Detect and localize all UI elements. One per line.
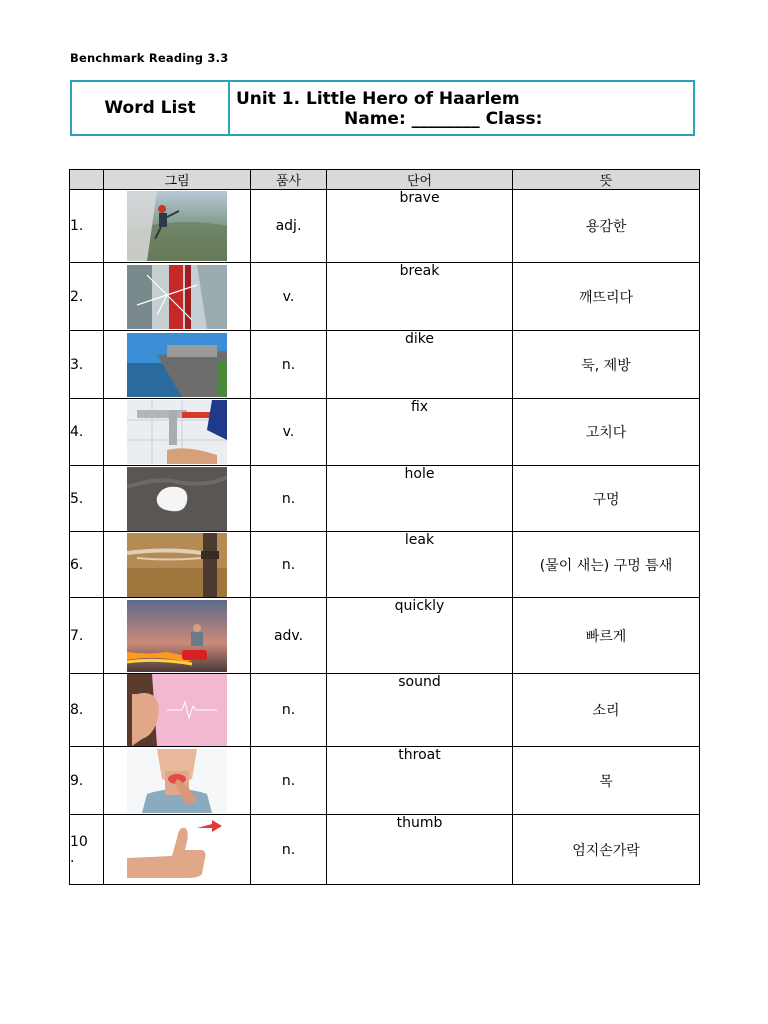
vocabulary-word: sound [327,674,513,747]
picture-cell [104,674,251,747]
broken-glass-image [127,265,227,329]
picture-cell [104,466,251,532]
table-row [70,190,700,263]
table-row [70,466,700,532]
part-of-speech: n. [251,815,327,885]
header-info [230,82,693,134]
vocabulary-word: break [327,263,513,331]
row-number: 8. [70,674,104,747]
word-meaning: 고치다 [513,399,700,466]
word-meaning: 구멍 [513,466,700,532]
word-meaning: 빠르게 [513,598,700,674]
word-meaning: 소리 [513,674,700,747]
column-header-number [70,170,104,190]
vocabulary-word: leak [327,532,513,598]
column-header-picture: 그림 [104,170,251,190]
sore-throat-image [127,749,227,813]
dike-image [127,333,227,397]
column-header-word: 단어 [327,170,513,190]
table-row [70,532,700,598]
table-row [70,263,700,331]
hole-image [127,467,227,531]
row-number: 10 . [70,815,104,885]
pipe-wrench-image [127,400,227,464]
word-meaning: 둑, 제방 [513,331,700,399]
column-header-part-of-speech: 품사 [251,170,327,190]
word-meaning: 깨뜨리다 [513,263,700,331]
column-header-meaning: 뜻 [513,170,700,190]
word-table [69,169,700,885]
unit-title: Unit 1. Little Hero of Haarlem [236,89,520,109]
vocabulary-word: brave [327,190,513,263]
row-number: 7. [70,598,104,674]
part-of-speech: n. [251,674,327,747]
name-class-line: Name: ________ Class: [344,109,543,129]
part-of-speech: n. [251,466,327,532]
picture-cell [104,532,251,598]
table-row [70,674,700,747]
listening-ear-image [127,674,227,746]
vocabulary-word: hole [327,466,513,532]
word-list-title: Word List [72,82,230,134]
table-row [70,815,700,885]
part-of-speech: adv. [251,598,327,674]
vocabulary-word: quickly [327,598,513,674]
part-of-speech: v. [251,399,327,466]
word-meaning: (물이 새는) 구멍 틈새 [513,532,700,598]
part-of-speech: n. [251,747,327,815]
row-number: 5. [70,466,104,532]
picture-cell [104,190,251,263]
table-row [70,747,700,815]
part-of-speech: n. [251,532,327,598]
vocabulary-word: throat [327,747,513,815]
row-number: 6. [70,532,104,598]
vocabulary-word: fix [327,399,513,466]
picture-cell [104,331,251,399]
row-number: 2. [70,263,104,331]
picture-cell [104,598,251,674]
picture-cell [104,399,251,466]
thumbs-up-image [127,818,227,882]
part-of-speech: adj. [251,190,327,263]
row-number: 9. [70,747,104,815]
table-row [70,399,700,466]
part-of-speech: v. [251,263,327,331]
row-number: 4. [70,399,104,466]
picture-cell [104,747,251,815]
table-row [70,331,700,399]
word-meaning: 용감한 [513,190,700,263]
header-box [70,80,695,136]
table-row [70,598,700,674]
leaking-pipe-image [127,533,227,597]
table-header-row [70,170,700,190]
word-meaning: 엄지손가락 [513,815,700,885]
picture-cell [104,263,251,331]
speeding-man-image [127,600,227,672]
word-meaning: 목 [513,747,700,815]
vocabulary-word: thumb [327,815,513,885]
skydiver-image [127,191,227,261]
row-number: 3. [70,331,104,399]
picture-cell [104,815,251,885]
document-label: Benchmark Reading 3.3 [70,51,229,65]
row-number: 1. [70,190,104,263]
vocabulary-word: dike [327,331,513,399]
part-of-speech: n. [251,331,327,399]
